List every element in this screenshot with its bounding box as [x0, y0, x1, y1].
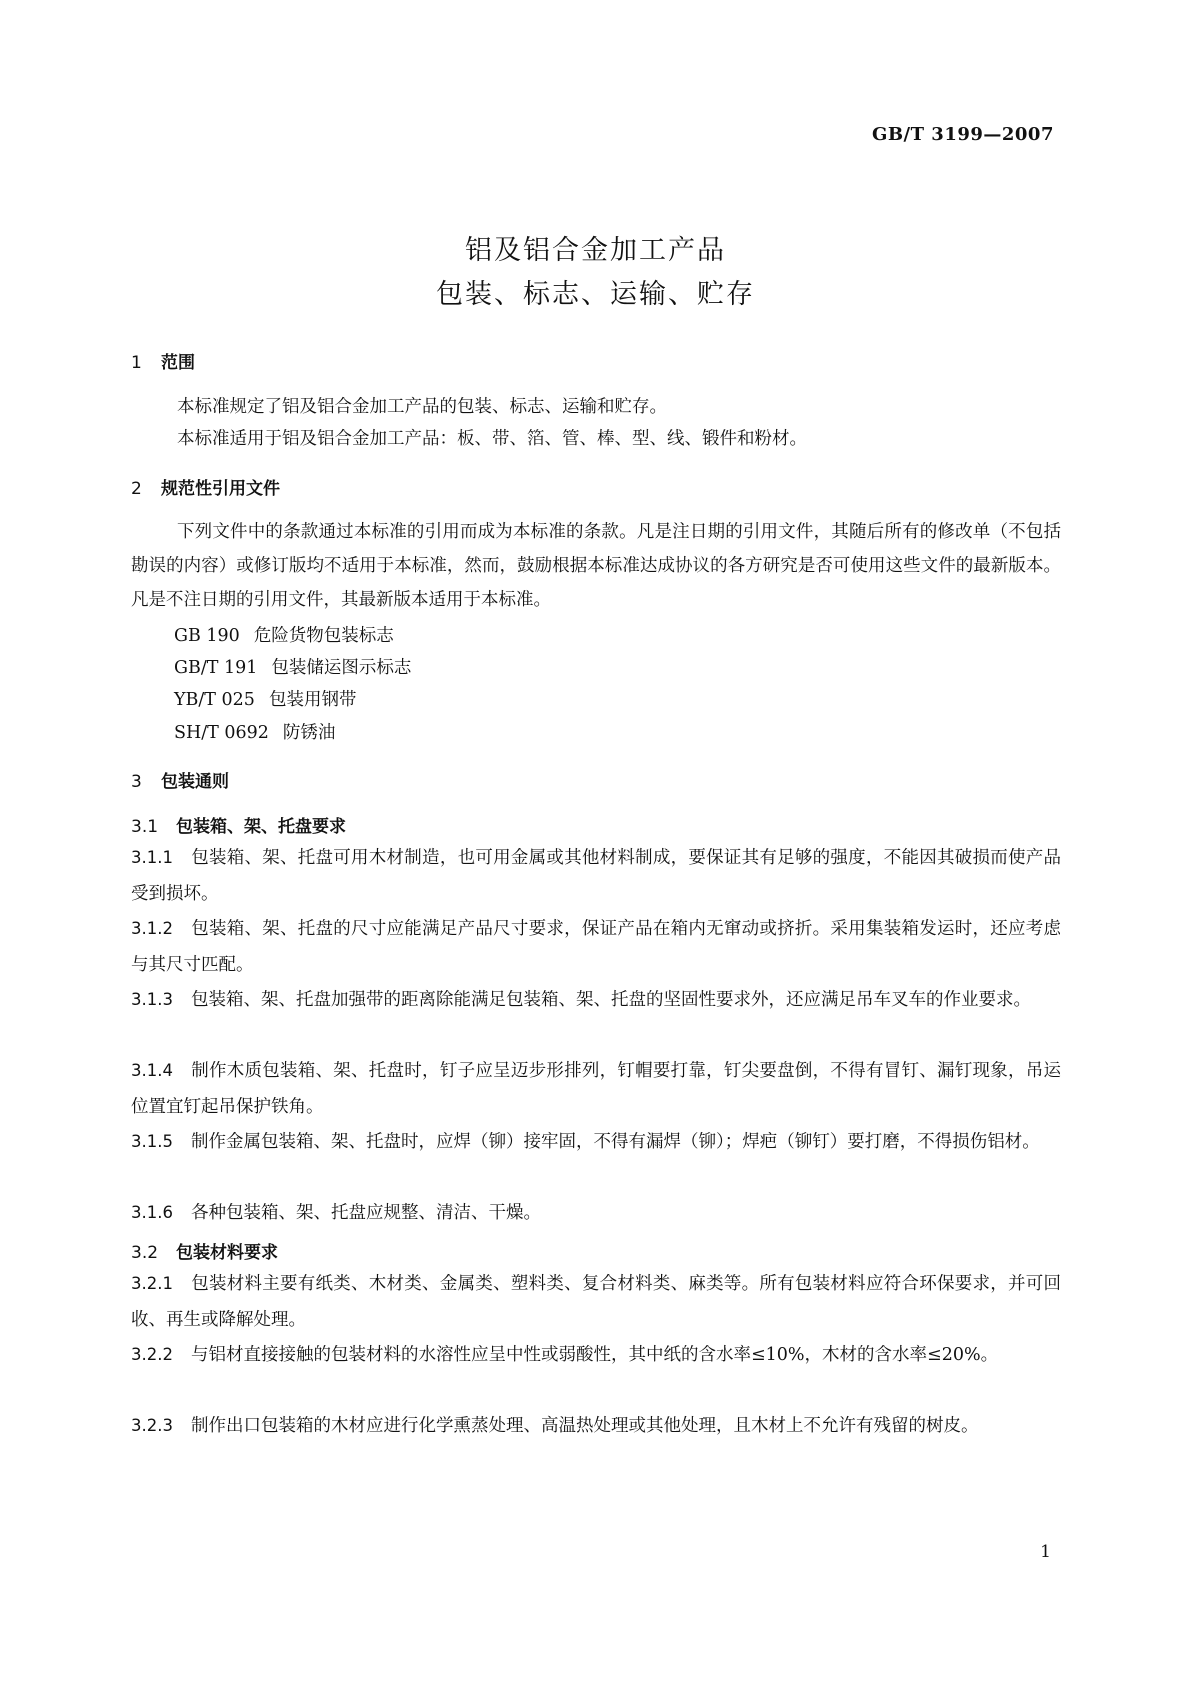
reference-title: 包装储运图示标志 — [271, 658, 412, 678]
reference-item — [174, 719, 335, 744]
standard-code: GB/T 3199—2007 — [871, 124, 1054, 145]
clause-number: 3.1.3 — [131, 990, 173, 1009]
reference-title: 防锈油 — [282, 723, 336, 743]
clause-3-2-1 — [131, 1266, 1061, 1338]
reference-code: GB/T 191 — [174, 658, 258, 678]
clause-number: 3.1.5 — [131, 1132, 173, 1151]
section-title: 包装通则 — [161, 772, 229, 792]
subsection-3-2-heading — [131, 1238, 278, 1263]
document-title-line2: 包装、标志、运输、贮存 — [436, 279, 755, 310]
reference-item — [174, 622, 394, 647]
subsection-number: 3.2 — [131, 1243, 159, 1263]
section-number: 1 — [131, 353, 142, 373]
clause-3-1-6 — [131, 1195, 1061, 1231]
reference-title: 包装用钢带 — [268, 690, 357, 710]
clause-3-1-3 — [131, 982, 1061, 1018]
section-2-heading — [131, 474, 280, 499]
clause-text: 制作出口包装箱的木材应进行化学熏蒸处理、高温热处理或其他处理，且木材上不允许有残留的树皮。 — [190, 1416, 979, 1436]
clause-3-1-4 — [131, 1053, 1061, 1125]
clause-text: 包装箱、架、托盘可用木材制造，也可用金属或其他材料制成，要保证其有足够的强度，不能因其破损而使产品受到损坏。 — [131, 848, 1061, 904]
section-1-paragraph-1: 本标准规定了铝及铝合金加工产品的包装、标志、运输和贮存。 — [177, 397, 667, 417]
clause-text: 包装材料主要有纸类、木材类、金属类、塑料类、复合材料类、麻类等。所有包装材料应符合环保要求，并可回收、再生或降解处理。 — [131, 1274, 1061, 1330]
clause-number: 3.1.6 — [131, 1203, 173, 1222]
section-3-heading — [131, 767, 229, 792]
page-number: 1 — [1040, 1542, 1051, 1562]
section-number: 2 — [131, 479, 142, 499]
clause-text: 制作木质包装箱、架、托盘时，钉子应呈迈步形排列，钉帽要打靠，钉尖要盘倒，不得有冒钉、漏钉现象，吊运位置宜钉起吊保护铁角。 — [131, 1061, 1061, 1117]
section-1-paragraph-2: 本标准适用于铝及铝合金加工产品：板、带、箔、管、棒、型、线、锻件和粉材。 — [177, 429, 807, 449]
section-2-paragraph: 下列文件中的条款通过本标准的引用而成为本标准的条款。凡是注日期的引用文件，其随后所有的修改单（不包括勘误的内容）或修订版均不适用于本标准，然而，鼓励根据本标准达成协议的各方研究是否可使用这些文件的最新版本。凡是不注日期的引用文件，其最新版本适用于本标准。 — [131, 522, 1061, 610]
clause-number: 3.2.2 — [131, 1345, 173, 1364]
subsection-3-1-heading — [131, 812, 346, 837]
subsection-number: 3.1 — [131, 817, 159, 837]
clause-number: 3.2.1 — [131, 1274, 173, 1293]
section-title: 范围 — [161, 353, 195, 373]
section-title: 规范性引用文件 — [161, 479, 280, 499]
reference-code: GB 190 — [174, 626, 240, 646]
clause-number: 3.2.3 — [131, 1416, 173, 1435]
clause-text: 制作金属包装箱、架、托盘时，应焊（铆）接牢固，不得有漏焊（铆）；焊疤（铆钉）要打磨，不得损伤铝材。 — [190, 1132, 1040, 1152]
reference-title: 危险货物包装标志 — [253, 626, 394, 646]
clause-text: 包装箱、架、托盘的尺寸应能满足产品尺寸要求，保证产品在箱内无窜动或挤折。采用集装箱发运时，还应考虑与其尺寸匹配。 — [131, 919, 1061, 975]
clause-number: 3.1.4 — [131, 1061, 173, 1080]
document-title-line1: 铝及铝合金加工产品 — [465, 235, 726, 266]
reference-item — [174, 686, 356, 711]
clause-3-2-2 — [131, 1337, 1061, 1373]
subsection-title: 包装材料要求 — [176, 1243, 279, 1263]
clause-text: 与铝材直接接触的包装材料的水溶性应呈中性或弱酸性，其中纸的含水率≤10%，木材的含水率≤20%。 — [190, 1345, 999, 1365]
section-number: 3 — [131, 772, 142, 792]
clause-number: 3.1.1 — [131, 848, 173, 867]
subsection-title: 包装箱、架、托盘要求 — [176, 817, 347, 837]
clause-text: 各种包装箱、架、托盘应规整、清洁、干燥。 — [190, 1203, 541, 1223]
clause-text: 包装箱、架、托盘加强带的距离除能满足包装箱、架、托盘的坚固性要求外，还应满足吊车叉车的作业要求。 — [190, 990, 1031, 1010]
clause-3-2-3 — [131, 1408, 1061, 1444]
reference-code: YB/T 025 — [174, 690, 255, 710]
reference-code: SH/T 0692 — [174, 723, 269, 743]
reference-item — [174, 654, 411, 679]
clause-3-1-1 — [131, 840, 1061, 912]
section-1-heading — [131, 348, 195, 373]
clause-3-1-5 — [131, 1124, 1061, 1160]
clause-3-1-2 — [131, 911, 1061, 983]
clause-number: 3.1.2 — [131, 919, 173, 938]
